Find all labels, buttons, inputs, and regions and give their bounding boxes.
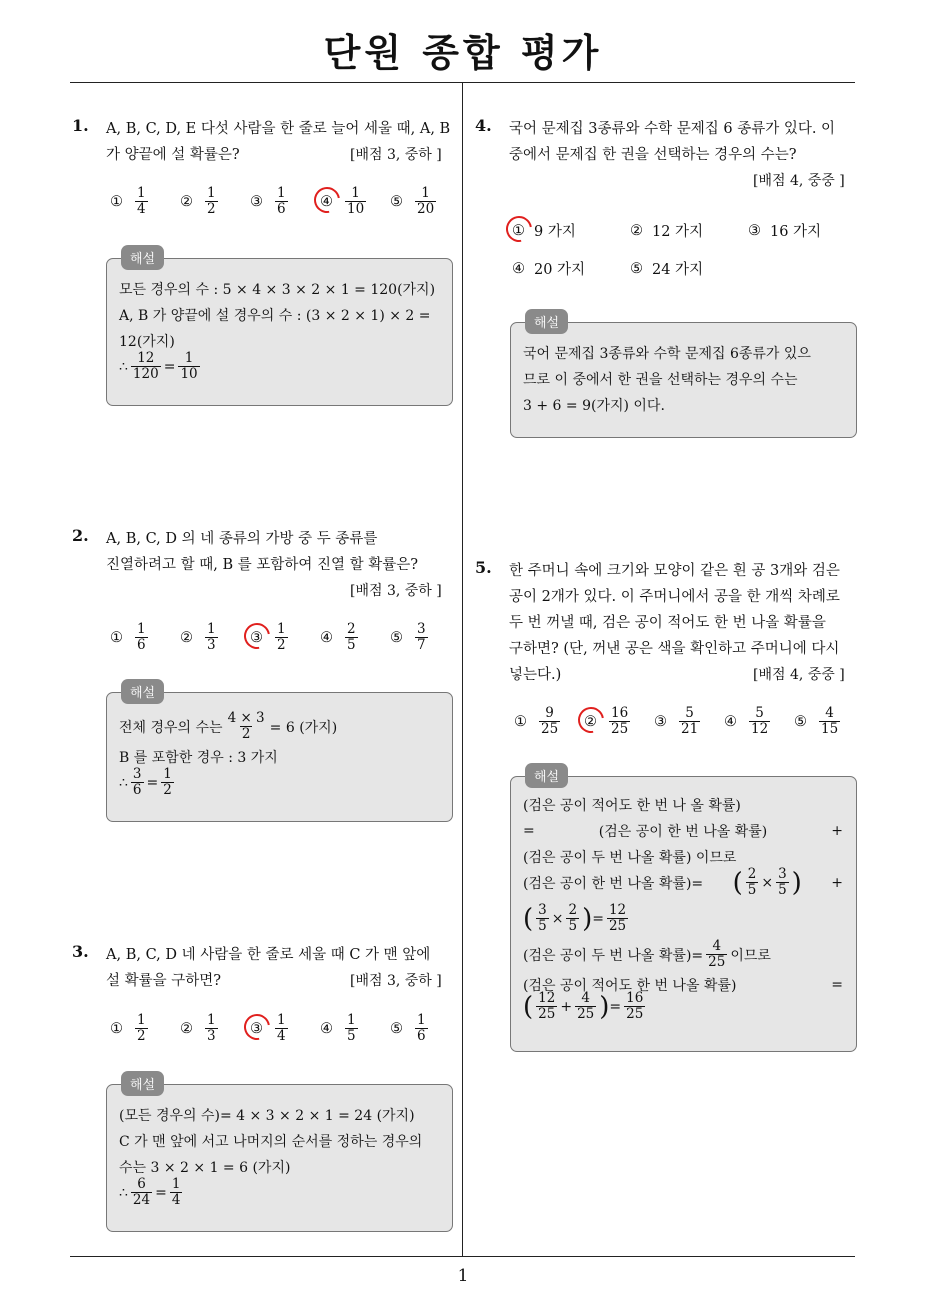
fraction: $\frac{9}{25}$ <box>541 705 559 737</box>
question-line: 넣는다.) <box>509 667 562 683</box>
answer-option-5[interactable] <box>390 622 431 653</box>
option-number: ② <box>180 629 193 646</box>
option-number: ③ <box>250 193 263 210</box>
answer-option-4[interactable] <box>320 1013 361 1044</box>
fraction: $\frac{4}{15}$ <box>821 705 839 737</box>
fraction: $\frac{1}{3}$ <box>207 1012 216 1044</box>
score-info: [배점 4, 중중 ] <box>753 667 845 683</box>
fraction: $\frac{1}{5}$ <box>347 1012 356 1044</box>
solution-box <box>106 252 453 406</box>
question-line: 설 확률을 구하면? <box>106 973 222 989</box>
option-number: ② <box>180 193 193 210</box>
answer-option-5[interactable] <box>630 258 703 279</box>
fraction: $\frac{1}{2}$ <box>277 621 286 653</box>
answer-option-3[interactable] <box>250 622 291 653</box>
solution-line <box>119 711 337 742</box>
solution-line <box>523 991 648 1022</box>
fraction: $\frac{5}{21}$ <box>681 705 699 737</box>
option-number: ① <box>110 1020 123 1037</box>
answer-option-2[interactable] <box>180 186 221 217</box>
question-line: 국어 문제집 3종류와 수학 문제집 6 종류가 있다. 이 <box>509 121 836 137</box>
question-line: 중에서 문제집 한 권을 선택하는 경우의 수는? <box>509 147 797 163</box>
answer-option-3[interactable] <box>250 1013 291 1044</box>
fraction: $\frac{1}{4}$ <box>171 1176 181 1208</box>
solution-tag: 해설 <box>525 763 568 788</box>
question-text <box>106 526 418 578</box>
answer-option-1[interactable] <box>512 220 576 241</box>
solution-line: A, B 가 양끝에 설 경우의 수 : (3 × 2 × 1) × 2 = <box>119 308 431 324</box>
page-number: 1 <box>457 1266 469 1286</box>
answer-option-1[interactable] <box>110 622 151 653</box>
option-number: ⑤ <box>390 629 403 646</box>
fraction: $\frac{1}{2}$ <box>163 766 172 798</box>
solution-line: (모든 경우의 수)= 4 × 3 × 2 × 1 = 24 (가지) <box>119 1108 415 1124</box>
fraction: $\frac{12}{120}$ <box>132 350 159 382</box>
solution-text: (검은 공이 한 번 나올 확률) <box>598 824 768 840</box>
solution-line: 모든 경우의 수 : 5 × 4 × 3 × 2 × 1 = 120(가지) <box>119 282 436 298</box>
option-number: ① <box>110 193 123 210</box>
option-number: ④ <box>512 260 525 277</box>
option-number: ① <box>514 713 527 730</box>
answer-option-2[interactable] <box>630 220 703 241</box>
question-line: 한 주머니 속에 크기와 모양이 같은 흰 공 3개와 검은 <box>509 563 840 579</box>
solution-tag: 해설 <box>525 309 568 334</box>
answer-check-mark-icon <box>501 210 537 246</box>
solution-box <box>510 316 857 438</box>
paren: ( <box>732 867 743 898</box>
solution-box <box>510 770 857 1052</box>
question-number: 1. <box>72 116 89 135</box>
column-divider <box>462 82 463 1257</box>
fraction: $\frac{1}{10}$ <box>180 350 198 382</box>
fraction: $\frac{1}{6}$ <box>277 185 286 217</box>
solution-text: (검은 공이 한 번 나올 확률)= <box>523 875 704 892</box>
option-number: ① <box>110 629 123 646</box>
score-info: [배점 4, 중중 ] <box>753 173 845 189</box>
paren: ) <box>791 867 802 898</box>
option-number: ③ <box>250 630 272 646</box>
fraction: $\frac{16}{25}$ <box>626 990 644 1022</box>
fraction: $\frac{3}{6}$ <box>132 766 142 798</box>
question-line: 공이 2개가 있다. 이 주머니에서 공을 한 개씩 차례로 <box>509 589 840 605</box>
option-number: ② <box>584 714 606 730</box>
equals: = <box>831 977 843 993</box>
solution-line: B 를 포함한 경우 : 3 가지 <box>119 750 278 766</box>
answer-option-1[interactable] <box>110 186 151 217</box>
question-number: 2. <box>72 526 89 545</box>
solution-line: 12(가지) <box>119 334 175 350</box>
fraction: $\frac{2}{5}$ <box>568 902 578 934</box>
solution-tag: 해설 <box>121 1071 164 1096</box>
fraction: $\frac{1}{20}$ <box>417 185 435 217</box>
therefore-symbol: ∴ <box>119 358 128 375</box>
therefore-symbol: ∴ <box>119 774 128 791</box>
page-title: 단원 종합 평가 <box>323 31 603 75</box>
option-number: ③ <box>748 222 761 239</box>
paren: ( <box>523 903 534 934</box>
equals: = <box>523 823 535 839</box>
option-number: ④ <box>320 1020 333 1037</box>
option-text: 24 가지 <box>652 262 704 278</box>
plus: + <box>560 998 573 1015</box>
fraction: $\frac{1}{4}$ <box>277 1012 286 1044</box>
paren: ) <box>582 903 593 934</box>
option-number: ④ <box>320 629 333 646</box>
solution-text: 전체 경우의 수는 <box>119 719 223 736</box>
solution-line: 므로 이 중에서 한 권을 선택하는 경우의 수는 <box>523 372 798 388</box>
answer-option-4[interactable] <box>512 258 585 279</box>
question-line: 구하면? (단, 꺼낸 공은 색을 확인하고 주머니에 다시 <box>509 641 840 657</box>
answer-option-2[interactable] <box>584 706 633 737</box>
fraction: $\frac{1}{6}$ <box>137 621 146 653</box>
option-text: 9 가지 <box>534 224 576 240</box>
solution-line: C 가 맨 앞에 서고 나머지의 순서를 정하는 경우의 <box>119 1134 423 1150</box>
option-number: ② <box>180 1020 193 1037</box>
solution-tag: 해설 <box>121 245 164 270</box>
option-text: 12 가지 <box>652 224 704 240</box>
answer-option-5[interactable] <box>390 1013 431 1044</box>
fraction: $\frac{4}{25}$ <box>577 990 595 1022</box>
answer-option-4[interactable] <box>724 706 773 737</box>
fraction: $\frac{2}{5}$ <box>347 621 356 653</box>
equals: = <box>146 774 159 791</box>
equals: = <box>163 358 176 375</box>
answer-option-2[interactable] <box>180 1013 221 1044</box>
question-number: 4. <box>475 116 492 135</box>
answer-option-1[interactable] <box>514 706 563 737</box>
score-info: [배점 3, 중하 ] <box>350 583 442 599</box>
answer-check-mark-icon <box>239 617 275 653</box>
question-line: 두 번 꺼낼 때, 검은 공이 적어도 한 번 나올 확률을 <box>509 615 826 631</box>
answer-option-5[interactable] <box>794 706 843 737</box>
fraction: $\frac{1}{3}$ <box>207 621 216 653</box>
fraction: $\frac{1}{2}$ <box>137 1012 146 1044</box>
solution-line <box>523 867 843 898</box>
therefore-symbol: ∴ <box>119 1184 128 1201</box>
equals: = <box>592 910 604 927</box>
fraction: $\frac{2}{5}$ <box>747 866 757 898</box>
option-number: ② <box>630 222 643 239</box>
fraction: $\frac{5}{12}$ <box>751 705 769 737</box>
solution-line: 3 + 6 = 9(가지) 이다. <box>523 398 665 414</box>
answer-option-1[interactable] <box>110 1013 151 1044</box>
solution-box <box>106 1078 453 1232</box>
question-line: A, B, C, D, E 다섯 사람을 한 줄로 늘어 세울 때, A, B <box>106 121 451 137</box>
solution-line <box>119 351 203 382</box>
question-line: 가 양끝에 설 확률은? <box>106 147 240 163</box>
answer-option-3[interactable] <box>654 706 703 737</box>
solution-line: 국어 문제집 3종류와 수학 문제집 6종류가 있으 <box>523 346 811 362</box>
solution-line <box>523 821 843 841</box>
question-number: 3. <box>72 942 89 961</box>
fraction: $\frac{1}{4}$ <box>137 185 146 217</box>
option-number: ④ <box>320 194 342 210</box>
answer-check-mark-icon <box>309 181 345 217</box>
option-number: ⑤ <box>630 260 643 277</box>
solution-line: (검은 공이 적어도 한 번 나 올 확률) <box>523 798 741 814</box>
equals: = <box>609 998 622 1015</box>
answer-option-4[interactable] <box>320 186 369 217</box>
answer-check-mark-icon <box>573 701 609 737</box>
solution-line <box>119 767 177 798</box>
times: × <box>551 910 564 927</box>
solution-text: (검은 공이 두 번 나올 확률)= <box>523 947 704 964</box>
equals: = <box>155 1184 167 1201</box>
solution-text: = 6 (가지) <box>269 719 338 736</box>
option-number: ⑤ <box>794 713 807 730</box>
fraction: $\frac{16}{25}$ <box>611 705 629 737</box>
option-number: ⑤ <box>390 1020 403 1037</box>
question-line: A, B, C, D 의 네 종류의 가방 중 두 종류를 <box>106 531 378 547</box>
option-number: ③ <box>250 1021 272 1037</box>
fraction: $\frac{1}{6}$ <box>417 1012 426 1044</box>
score-info: [배점 3, 중하 ] <box>350 147 442 163</box>
bottom-rule <box>70 1256 855 1257</box>
option-number: ③ <box>654 713 667 730</box>
option-number: ⑤ <box>390 193 403 210</box>
answer-option-4[interactable] <box>320 622 361 653</box>
option-text: 20 가지 <box>534 262 586 278</box>
answer-check-mark-icon <box>239 1008 275 1044</box>
solution-text: (검은 공이 적어도 한 번 나올 확률) <box>523 978 737 994</box>
answer-option-2[interactable] <box>180 622 221 653</box>
option-number: ① <box>512 223 534 239</box>
paren: ) <box>599 991 610 1022</box>
solution-line <box>523 903 631 934</box>
plus: + <box>831 823 843 839</box>
answer-option-5[interactable] <box>390 186 439 217</box>
solution-line <box>119 1177 185 1208</box>
times: × <box>761 874 774 891</box>
fraction: $\frac{3}{7}$ <box>417 621 426 653</box>
paren: ( <box>523 991 534 1022</box>
fraction: $\frac{3}{5}$ <box>778 866 787 898</box>
question-line: A, B, C, D 네 사람을 한 줄로 세울 때 C 가 맨 앞에 <box>106 947 431 963</box>
fraction: $\frac{12}{25}$ <box>538 990 556 1022</box>
fraction: $\frac{6}{24}$ <box>132 1176 151 1208</box>
fraction: $\frac{4}{25}$ <box>708 938 726 970</box>
solution-line: (검은 공이 두 번 나올 확률) 이므로 <box>523 850 737 866</box>
fraction: $\frac{3}{5}$ <box>538 902 547 934</box>
answer-option-3[interactable] <box>748 220 821 241</box>
solution-tag: 해설 <box>121 679 164 704</box>
fraction: $\frac{12}{25}$ <box>608 902 627 934</box>
fraction: $\frac{1}{2}$ <box>207 185 216 217</box>
answer-option-3[interactable] <box>250 186 291 217</box>
fraction: $\frac{4 \times 3}{2}$ <box>227 710 265 742</box>
fraction: $\frac{1}{10}$ <box>347 185 365 217</box>
option-text: 16 가지 <box>770 224 822 240</box>
plus: + <box>831 874 843 891</box>
solution-text: 이므로 <box>730 947 771 964</box>
question-line: 진열하려고 할 때, B 를 포함하여 진열 할 확률은? <box>106 557 419 573</box>
question-text <box>509 116 835 168</box>
solution-line: 수는 3 × 2 × 1 = 6 (가지) <box>119 1160 291 1176</box>
solution-line <box>523 939 771 970</box>
score-info: [배점 3, 중하 ] <box>350 973 442 989</box>
question-number: 5. <box>475 558 492 577</box>
option-number: ④ <box>724 713 737 730</box>
solution-box <box>106 686 453 822</box>
